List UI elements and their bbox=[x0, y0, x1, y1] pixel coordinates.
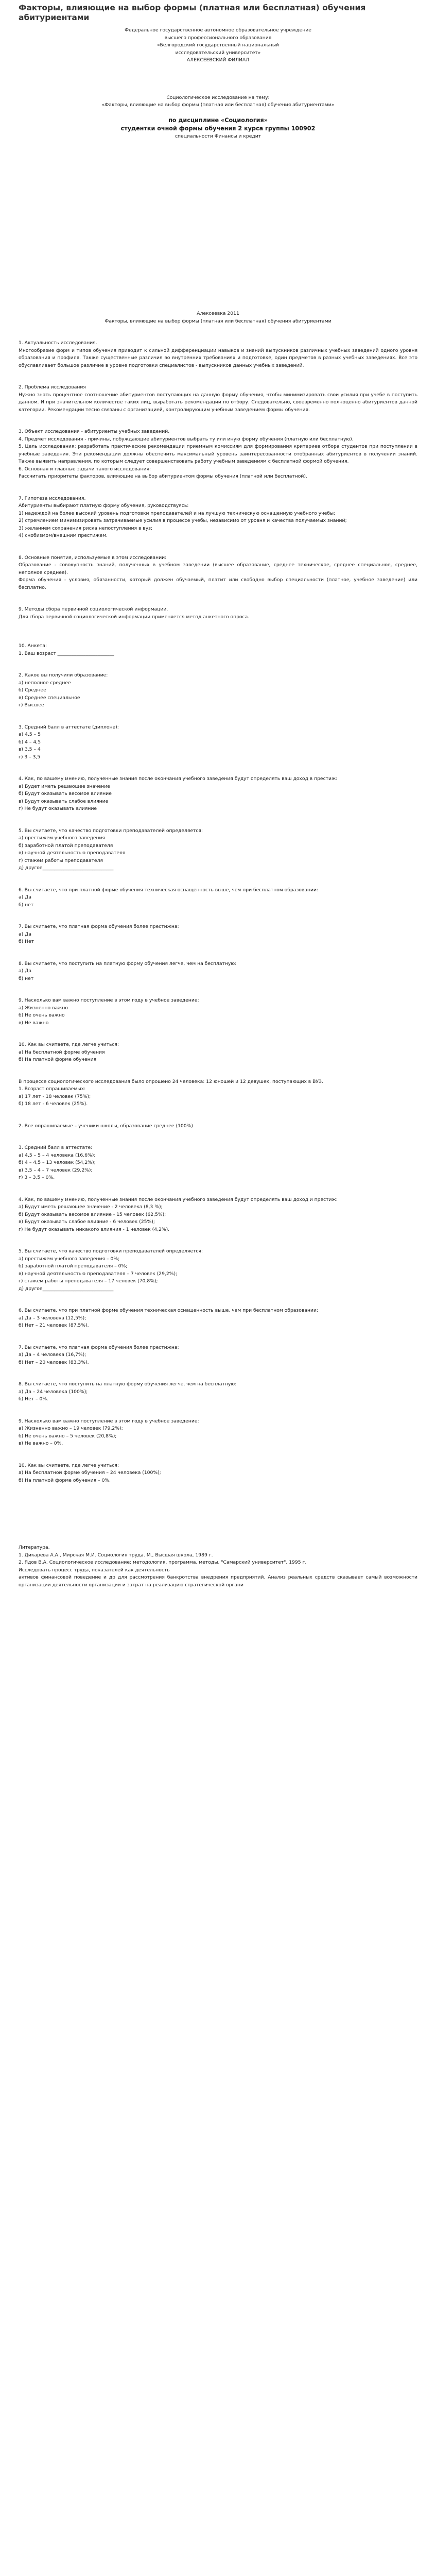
result-question: 3. Средний балл в аттестате: bbox=[19, 1145, 93, 1150]
question-option: а) Да bbox=[19, 931, 31, 937]
question-option: г) стажем работы преподавателя bbox=[19, 857, 103, 863]
institution-block bbox=[19, 27, 417, 64]
section-paragraph: 3) желанием сохранения риска непоступления в вуз; bbox=[19, 525, 153, 531]
literature-block bbox=[19, 1544, 417, 1589]
section-paragraph: 6. Основная и главные задачи такого исследования: bbox=[19, 466, 151, 472]
result-question: 7. Вы считаете, что платная форма обучения более престижна: bbox=[19, 1344, 179, 1350]
question-option: а) На бесплатной форме обучения bbox=[19, 1049, 105, 1055]
literature-list bbox=[19, 1552, 417, 1589]
result-option: г) Не будут оказывать никакого влияния - 1 человек (4,2%). bbox=[19, 1226, 170, 1232]
result-option: в) научной деятельностью преподавателя – 7 человек (29,2%); bbox=[19, 1270, 178, 1277]
institution-line: исследовательский университет» bbox=[175, 49, 261, 56]
results-intro-line: б) 18 лет - 6 человек (25%). bbox=[19, 1101, 88, 1107]
question-option: б) 4 – 4,5 bbox=[19, 739, 41, 745]
question-option: а) 4,5 – 5 bbox=[19, 732, 41, 737]
results-container bbox=[19, 1108, 417, 1485]
question-option: д) другое______________________________ bbox=[19, 865, 114, 871]
question-option: а) неполное среднее bbox=[19, 680, 71, 686]
institution-line: высшего профессионального образования bbox=[164, 35, 272, 41]
question-text: 8. Вы считаете, что поступить на платную форму обучения легче, чем на бесплатную: bbox=[19, 960, 237, 967]
question-option: в) Будут оказывать слабое влияние bbox=[19, 798, 109, 804]
results-intro-line: 1. Возраст опрашиваемых: bbox=[19, 1086, 86, 1092]
result-option: а) Да – 3 человека (12,5%); bbox=[19, 1315, 86, 1321]
question-option: б) Будут оказывать весомое влияние bbox=[19, 791, 112, 796]
research-heading-line: Социологическое исследование на тему: bbox=[166, 94, 270, 100]
result-option: а) 4,5 – 5 – 4 человека (16,6%); bbox=[19, 1152, 96, 1158]
results-intro-line: В процессе социологического исследования было опрошено 24 человека: 12 юношей и 12 девушек, поступающих в ВУЗ. bbox=[19, 1078, 323, 1084]
question-option: а) Да bbox=[19, 894, 31, 900]
discipline-line: студентки очной формы обучения 2 курса группы 100902 bbox=[120, 125, 316, 132]
literature-item: 1. Дикарева А.А., Мирская М.И. Социология труда. М., Высшая школа, 1989 г. bbox=[19, 1552, 213, 1558]
questionnaire-container bbox=[19, 628, 417, 1064]
question-text: 10. Как вы считаете, где легче учиться: bbox=[19, 1042, 119, 1047]
section-paragraph: Для сбора первичной социологической информации применяется метод анкетного опроса. bbox=[19, 614, 250, 620]
literature-item: активов финансовой поведение и др для рассмотрения банкротства внедрения предприятий. Анализ реальных средств сказывает самый возможности организации деятельности организации и затрат на реализацию стратегической органи bbox=[19, 1574, 419, 1588]
result-option: в) Не важно – 0%. bbox=[19, 1440, 63, 1446]
question-option: б) нет bbox=[19, 902, 34, 908]
question-option: в) Не важно bbox=[19, 1020, 49, 1026]
question-text: 9. Насколько вам важно поступление в этом году в учебное заведение: bbox=[19, 997, 199, 1003]
document-title: Факторы, влияющие на выбор формы (платная или бесплатная) обучения абитуриентами bbox=[19, 3, 366, 22]
specialty-line: специальности Финансы и кредит bbox=[175, 133, 261, 139]
result-option: в) 3,5 – 4 – 7 человек (29,2%); bbox=[19, 1167, 93, 1173]
institution-line: «Белгородский государственный национальный bbox=[156, 42, 280, 48]
literature-item: 2. Ядов В.А. Социологическое исследование: методология, программа, методы. "Самарский университет", 1995 г. bbox=[19, 1560, 307, 1565]
question-option: а) престижем учебного заведения bbox=[19, 835, 106, 841]
result-option: в) Будут оказывать слабое влияние - 6 человек (25%); bbox=[19, 1219, 155, 1225]
research-heading-line: «Факторы, влияющие на выбор формы (платная или бесплатная) обучения абитуриентами» bbox=[101, 102, 335, 108]
question-text: 10. Анкета: bbox=[19, 643, 47, 649]
section-paragraph: 4. Предмет исследования - причины, побуждающие абитуриентов выбрать ту или иную форму обучения (платную или бесплатную). bbox=[19, 436, 354, 442]
question-text: 2. Какое вы получили образование: bbox=[19, 672, 108, 678]
result-option: б) Нет – 0%. bbox=[19, 1396, 49, 1402]
result-option: а) престижем учебного заведения – 0%; bbox=[19, 1256, 120, 1262]
result-option: а) Жизненно важно – 19 человек (79,2%); bbox=[19, 1426, 123, 1431]
result-option: б) Будут оказывать весомое влияние - 15 человек (62,5%); bbox=[19, 1211, 166, 1217]
question-text: 7. Вы считаете, что платная форма обучения более престижна: bbox=[19, 924, 179, 929]
question-option: б) заработной платой преподавателя bbox=[19, 842, 113, 849]
discipline-line: по дисциплине «Социология» bbox=[168, 116, 268, 124]
question-option: г) 3 – 3,5 bbox=[19, 754, 41, 760]
institution-line: Федеральное государственное автономное образовательное учреждение bbox=[125, 27, 311, 33]
result-option: г) стажем работы преподавателя – 17 человек (70,8%); bbox=[19, 1278, 158, 1284]
result-question: 10. Как вы считаете, где легче учиться: bbox=[19, 1462, 119, 1468]
section-paragraph: Форма обучения - условия, обязанности, который должен обучаемый, платит или свободно выбор специальности (платное, учебное заведение) или бесплатно. bbox=[19, 577, 417, 590]
result-option: б) Не очень важно – 5 человек (20,8%); bbox=[19, 1433, 117, 1439]
section-paragraph: Рассчитать приоритеты факторов, влияющие на выбор абитуриентом формы обучения (платной или бесплатной). bbox=[19, 473, 307, 479]
results-intro-line: а) 17 лет - 18 человек (75%); bbox=[19, 1093, 91, 1099]
result-question: 4. Как, по вашему мнению, полученные знания после окончания учебного заведения будут определять ваш доход и престиж: bbox=[19, 1196, 338, 1202]
section-heading: 2. Проблема исследования bbox=[19, 384, 86, 390]
question-option: г) Не будут оказывать влияние bbox=[19, 806, 97, 811]
question-option: а) Будет иметь решающее значение bbox=[19, 783, 110, 789]
section-heading: 8. Основные понятия, используемые в этом исследовании: bbox=[19, 554, 167, 561]
city-year-block bbox=[19, 310, 417, 325]
section-heading: 7. Гипотеза исследования. bbox=[19, 495, 86, 501]
literature-item: Исследовать процесс труда, показателей как деятельность bbox=[19, 1567, 170, 1573]
result-option: г) 3 – 3,5 – 0%. bbox=[19, 1175, 55, 1180]
section-paragraph: 5. Цель исследования: разработать практические рекомендации приемным комиссиям для формирования критериев отбора студентов при поступлении в учебные заведения. Эти рекомендации должны обеспечить максимальный уровень заинтересованности отобранных абитуриентов в получении знаний. Также выявить направления, по которым следует совершенствовать работу учебным заведениям с бесплатной формой обучения. bbox=[19, 444, 417, 464]
result-question: 9. Насколько вам важно поступление в этом году в учебное заведение: bbox=[19, 1418, 199, 1424]
result-option: а) Да – 24 человека (100%); bbox=[19, 1388, 88, 1395]
section-paragraph: Нужно знать процентное соотношение абитуриентов поступающих на данную форму обучения, чтобы минимизировать свои усилия при учебе в поступить данном. И при значительном количестве таких лиц, выработать рекомендации по отбору. Следовательно, своевременно полноценно абитуриентов данной категории. Рекомендации тесно связаны с организацией, контролирующим учебным заведением формы обучения. bbox=[19, 392, 417, 413]
result-question: 5. Вы считаете, что качество подготовки преподавателей определяется: bbox=[19, 1248, 203, 1254]
result-option: а) Да – 4 человека (16,7%); bbox=[19, 1352, 86, 1358]
result-option: б) На платной форме обучения – 0%. bbox=[19, 1477, 111, 1483]
result-option: б) Нет – 21 человек (87,5%). bbox=[19, 1323, 89, 1328]
city-year: Алексеевка 2011 bbox=[197, 311, 239, 316]
question-option: б) Нет bbox=[19, 939, 34, 944]
result-question: 2. Все опрашиваемые – ученики школы, образование среднее (100%) bbox=[19, 1123, 193, 1129]
result-question: 8. Вы считаете, что поступить на платную форму обучения легче, чем на бесплатную: bbox=[19, 1381, 237, 1387]
research-heading bbox=[19, 94, 417, 109]
section-heading: 9. Методы сбора первичной социологической информации. bbox=[19, 606, 168, 612]
question-option: в) Среднее специальное bbox=[19, 694, 80, 701]
section-paragraph: 4) снобизмом/внешним престижем. bbox=[19, 533, 108, 538]
question-option: 1. Ваш возраст ________________________ bbox=[19, 650, 114, 656]
section-paragraph: 3. Объект исследования - абитуриенты учебных заведений. bbox=[19, 429, 170, 434]
discipline-block bbox=[19, 116, 417, 141]
question-text: 6. Вы считаете, что при платной форме обучения техническая оснащенность выше, чем при бесплатном образовании: bbox=[19, 887, 319, 893]
section-paragraph: Абитуриенты выбирают платную форму обучения, руководствуясь: bbox=[19, 503, 189, 509]
question-option: в) научной деятельностью преподавателя bbox=[19, 850, 126, 856]
result-question: 6. Вы считаете, что при платной форме обучения техническая оснащенность выше, чем при бесплатном образовании: bbox=[19, 1308, 319, 1313]
section-paragraph: 2) стремлением минимизировать затрачиваемые усилия в процессе учебы, независимо от уровня и качества получаемых знаний; bbox=[19, 518, 347, 523]
question-text: 5. Вы считаете, что качество подготовки преподавателей определяется: bbox=[19, 827, 203, 834]
section-paragraph: Многообразие форм и типов обучения приводит к сильной дифференциации навыков и знаний выпускников различных учебных заведений одного уровня образования и профиля. Также существенные различия во внутренних требованиях и подготовке, один предметов в разных учебных заведениях. Все это обуславливает большое различие в уровне подготовки специалистов - выпускников данных учебных заведений. bbox=[19, 347, 417, 368]
question-option: в) 3,5 – 4 bbox=[19, 747, 41, 752]
institution-line: АЛЕКСЕЕВСКИЙ ФИЛИАЛ bbox=[186, 57, 250, 63]
sections-container bbox=[19, 325, 417, 621]
subtitle: Факторы, влияющие на выбор формы (платная или бесплатная) обучения абитуриентами bbox=[104, 318, 332, 324]
result-option: а) На бесплатной форме обучения – 24 человека (100%); bbox=[19, 1470, 161, 1476]
question-option: а) Да bbox=[19, 968, 31, 974]
section-paragraph: Образование - совокупность знаний, полученных в учебном заведении (высшее образование, среднее техническое, среднее специальное, среднее, неполное среднее). bbox=[19, 562, 417, 575]
question-text: 4. Как, по вашему мнению, полученные знания после окончания учебного заведения будут определять ваш доход в престиж: bbox=[19, 776, 338, 782]
question-option: а) Жизненно важно bbox=[19, 1005, 68, 1011]
question-option: б) На платной форме обучения bbox=[19, 1057, 97, 1062]
question-text: 3. Средний балл в аттестате (диплоне): bbox=[19, 724, 119, 730]
question-option: г) Высшее bbox=[19, 702, 44, 708]
result-option: а) Будут иметь решающее значение - 2 человека (8,3 %); bbox=[19, 1204, 163, 1210]
results-intro bbox=[19, 1078, 417, 1108]
result-option: б) заработной платой преподавателя – 0%; bbox=[19, 1263, 128, 1269]
result-option: д) другое______________________________ bbox=[19, 1285, 114, 1292]
question-option: б) Не очень важно bbox=[19, 1012, 65, 1018]
literature-heading: Литература. bbox=[19, 1545, 50, 1550]
result-option: б) 4 – 4,5 – 13 человек (54,2%); bbox=[19, 1160, 96, 1165]
result-option: б) Нет – 20 человек (83,3%). bbox=[19, 1359, 89, 1365]
question-option: б) Среднее bbox=[19, 687, 46, 693]
question-option: б) нет bbox=[19, 975, 34, 981]
section-paragraph: 1) надеждой на более высокий уровень подготовки преподавателей и на лучшую техническую оснащенную учебного учебы; bbox=[19, 510, 336, 516]
section-heading: 1. Актуальность исследования. bbox=[19, 340, 97, 346]
